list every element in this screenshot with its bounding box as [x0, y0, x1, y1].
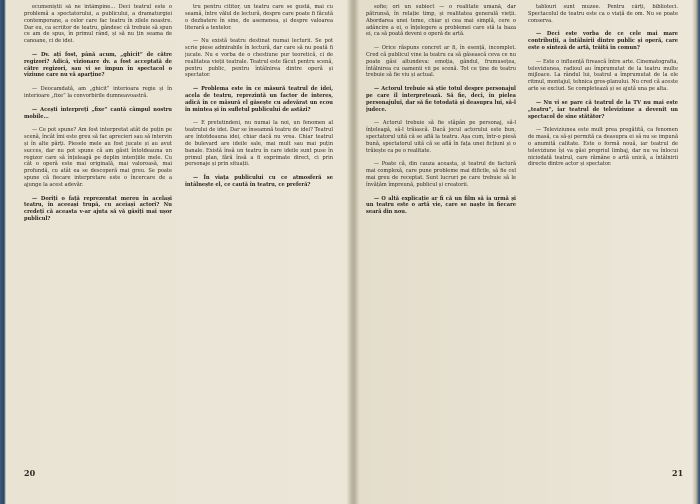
interview-paragraph: — Orice răspuns concret ar fi, în esență, incomplet. Cred că publicul vine la teatru ca să găsească ceva ce nu poate găsi altundeva: emoția, gândul, frumusețea, întâlnirea cu oamenii vii pe scenă. Tot ce ține de teatru trebuie să fie viu și actual. — [366, 45, 516, 79]
right-page — [356, 0, 692, 504]
right-page-column-1 — [366, 4, 516, 474]
interview-paragraph: — Poate că, din cauza aceasta, și teatrul de factură mai complexă, care pune probleme mai dificile, să fie cel mai greu de receptat. Sunt lucruri pe care trebuie să le învățăm împreună, publicul și creatorii. — [366, 161, 516, 188]
interview-paragraph: tru pentru cititor, un teatru care se gustă, mai cu seamă, între vălul de lectură, despre care poate fi făcută o dezbatere în sine, de asemenea, și despre valoarea literară a textelor. — [185, 4, 333, 31]
interview-question: — Nu vi se pare că teatrul de la TV nu mai este „teatru”, iar teatrul de televiziune a devenit un spectacol de sine stătător? — [528, 99, 678, 120]
left-page — [6, 0, 352, 504]
page-number-left: 20 — [24, 468, 36, 478]
interview-paragraph: — Actorul trebuie să fie stăpân pe personaj, să-l înțeleagă, să-l trăiască. Dacă jocul actorului este bun, spectatorul uită că se află la teatru. Așa cum, într-o piesă bună, spectatorul uită că se află în fața unei ficțiuni și o trăiește ca pe o realitate. — [366, 120, 516, 154]
interview-paragraph: sofie; ori un subiect — o realitate umană, dar pătrunsă, în relație timp, și realitatea generală vieții. Abordarea unei teme, chiar și cea mai simplă, cere o adâncire a ei, o înțelegere a problemei care stă la baza ei, ca să poată deveni o operă de artă. — [366, 4, 516, 38]
interview-question: — Problema este în ce măsură teatrul de idei, acela de teatru, reprezintă un factor de interes, adică în ce măsură el găsește cu adevărat un ecou în mintea și în sufletul publicului de astăzi? — [185, 86, 333, 113]
interview-question: — Deci este vorba de ce cele mai mare contribuții, a întâlnirii dintre public și operă, care este o sinteză de artă, trăită în comun? — [528, 31, 678, 52]
interview-paragraph: — Ce pot spune? Am fost interpretat atât de puțin pe scenă, încât îmi este greu să fac aprecieri sau să intervin și în alte părți. Piesele mele au fost jucate și au avut succes, dar nu pot spune că am găsit întotdeauna un regizor care să înțeleagă pe deplin intențiile mele. Cu cât o operă este mai originală, mai valoroasă, mai profundă, cu atât ea se descoperă mai greu. Se poate spune că fiecare interpretare este o încercare de a ajunge la acest adevăr. — [24, 127, 172, 188]
interview-question: — Doriți o față reprezentat mereu în același teatru, în aceeași trupă, cu aceiași actori? Nu credeți că aceasta v-ar ajuta să vă găsiți mai ușor publicul? — [24, 195, 172, 223]
interview-paragraph: — Deocamdată, am „ghicit” interioara regie și în interioare „fixe” la convorbirile dumneavoastră. — [24, 86, 172, 99]
left-page-column-2 — [185, 4, 333, 474]
interview-paragraph: — Televiziunea este mult prea pregătită, ca fenomen de masă, ca să-și permită ca deasupra ei să nu se impună o anumită calitate. Este o formă nouă, iar teatrul de televiziune își va găsi propriul limbaj, dar nu va înlocui niciodată teatrul, care rămâne o artă unică, a întâlnirii directe dintre actor și spectator. — [528, 127, 678, 168]
interview-paragraph: ecumeniștii să ne întâmpine... Deci teatrul este o problemă a spectatorului, a publicului, a dramaturgiei contemporane, a celor care fac teatru în zilele noastre. Dar eu, ca scriitor de teatru, gândesc că trebuie să spun ce am de spus, în primul rând, și să nu țin seama de canoane, ci de idei. — [24, 4, 172, 45]
interview-paragraph: tablouri sunt muzee. Pentru cărți, biblioteci. Spectacolul de teatru este ca o viață de om. Nu se poate conserva. — [528, 4, 678, 24]
page-number-right: 21 — [672, 468, 684, 478]
interview-question: — Actorul trebuie să știe totul despre personajul pe care îl interpretează. Să fie, deci, în pielea personajului, dar să fie totodată și deasupra lui, să-l judece. — [366, 86, 516, 113]
interview-question: — Acești interpreți „fixe” cantă câmpul nostru mobile... — [24, 106, 172, 120]
right-page-column-2 — [528, 4, 678, 474]
interview-question: — În viața publicului cu ce atmosferă se întâlnește el, ce caută în teatru, ce preferă? — [185, 175, 333, 188]
interview-question: — Dv. ați fost, până acum, „ghicit” de către regizori? Adică, vizionare dv. a fost acceptată de către regizori, sau vi se impun în spectacol o viziune care nu vă aparține? — [24, 51, 172, 79]
interview-question: — O altă explicație ar fi că un film să ia urmă și un teatru este o artă vie, care se naște în fiecare seară din nou. — [366, 195, 516, 216]
interview-paragraph: — E pretutindeni, nu numai la noi, un fenomen al teatrului de idei. Dar se înseamnă teatru de idei? Teatrul are întotdeauna idei, chiar dacă nu vrea. Chiar teatrul de bulevard are ideile sale, mai mult sau mai puțin banale. Există însă un teatru în care ideile sunt puse în primul plan, fără însă a fi exprimate direct, ci prin personaje și prin situații. — [185, 120, 333, 168]
interview-paragraph: — Nu există teatru destinat numai lecturii. Se pot scrie piese admirabile în lectură, dar care să nu poată fi jucate. Nu e vorba de o chestiune pur teoretică, ci de realitatea vieții teatrale. Teatrul este făcut pentru scenă, pentru public, pentru întâlnirea dintre operă și spectator. — [185, 38, 333, 79]
left-page-column-1 — [24, 4, 172, 474]
interview-paragraph: — Este o influență firească între arte. Cinematografia, televiziunea, radioul au împrumutat de la teatru multe mijloace. La rândul lui, teatrul a împrumutat de la ele ritmul, montajul, tehnica gros-planului. Nu cred că aceste arte se exclud. Se completează și se ajută una pe alta. — [528, 58, 678, 93]
